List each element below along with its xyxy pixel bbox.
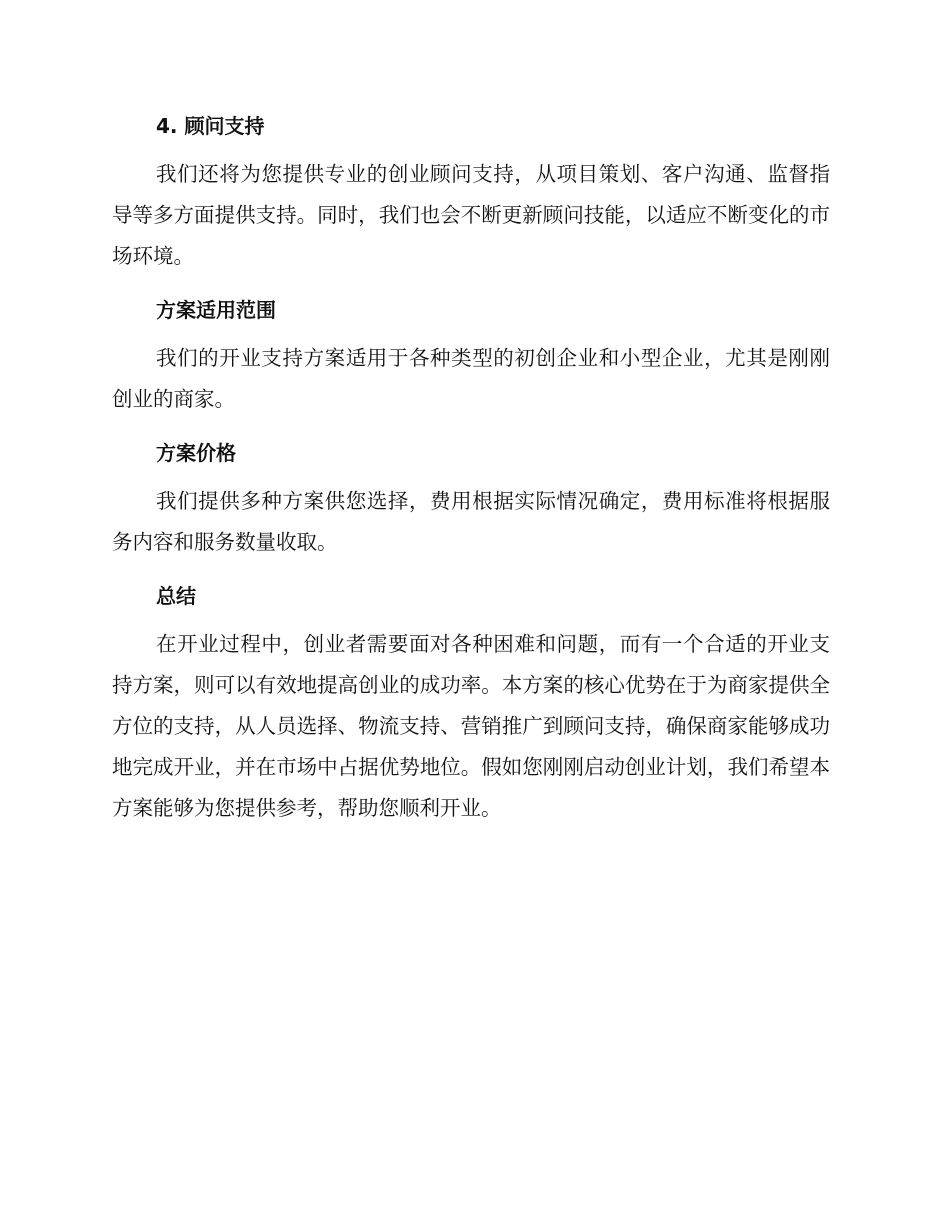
heading-advisor-support: 4. 顾问支持	[156, 114, 265, 138]
paragraph-price: 我们提供多种方案供您选择，费用根据实际情况确定，费用标准将根据服务内容和服务数量收取。	[112, 489, 830, 554]
heading-price: 方案价格	[156, 441, 236, 465]
paragraph-scope: 我们的开业支持方案适用于各种类型的初创企业和小型企业，尤其是刚刚创业的商家。	[112, 346, 830, 411]
paragraph-summary: 在开业过程中，创业者需要面对各种困难和问题，而有一个合适的开业支持方案，则可以有效地提高创业的成功率。本方案的核心优势在于为商家提供全方位的支持，从人员选择、物流支持、营销推广到顾问支持，确保商家能够成功地完成开业，并在市场中占据优势地位。假如您刚刚启动创业计划，我们希望本方案能够为您提供参考，帮助您顺利开业。	[112, 632, 830, 820]
paragraph-advisor-support: 我们还将为您提供专业的创业顾问支持，从项目策划、客户沟通、监督指导等多方面提供支持。同时，我们也会不断更新顾问技能，以适应不断变化的市场环境。	[112, 162, 830, 268]
heading-scope: 方案适用范围	[156, 298, 276, 322]
heading-summary: 总结	[156, 584, 196, 608]
document-body	[112, 112, 830, 829]
